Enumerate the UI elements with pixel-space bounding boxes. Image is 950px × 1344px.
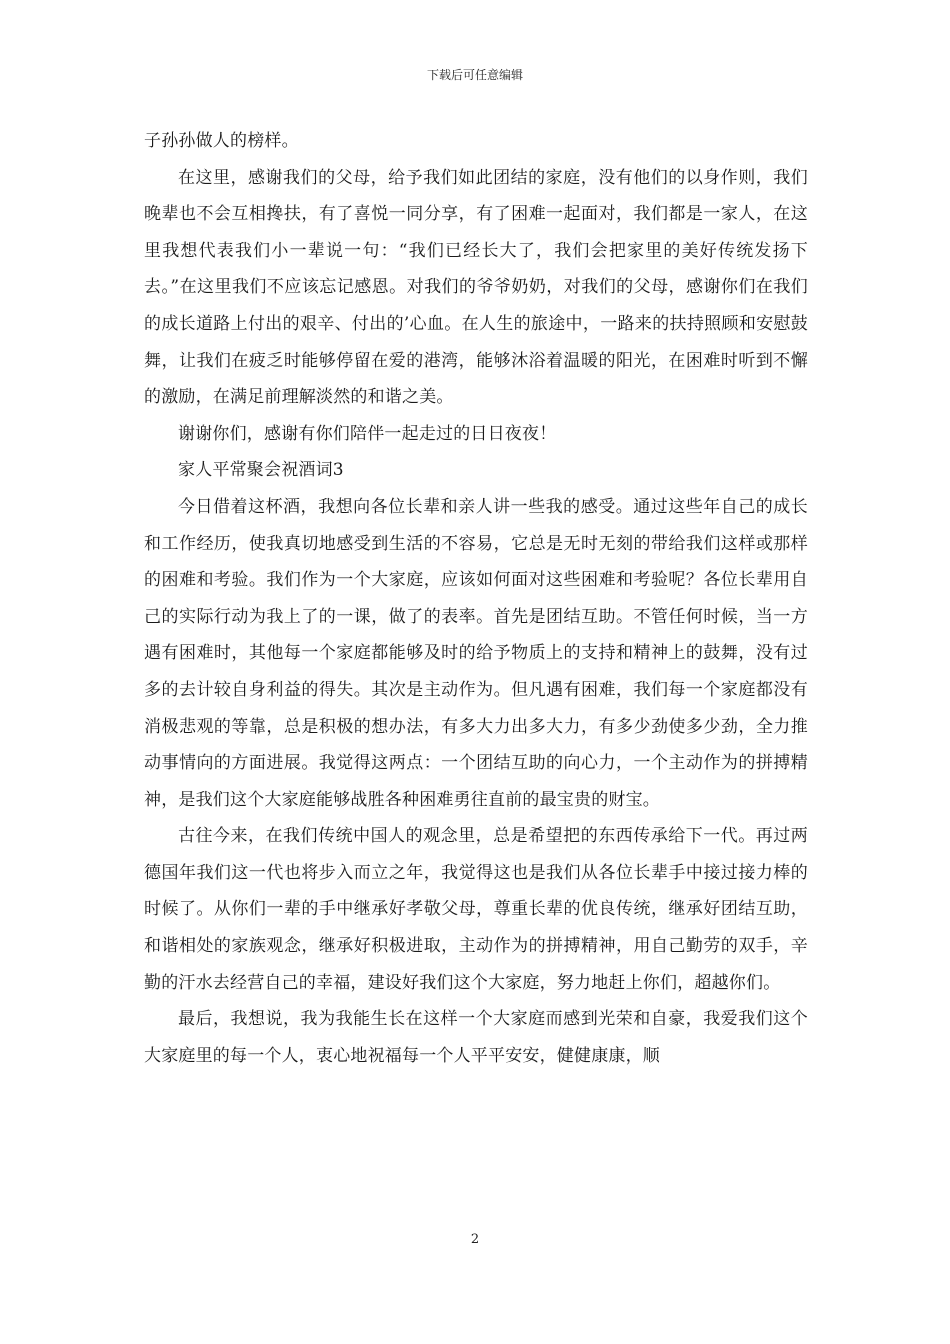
paragraph-1: 子孙孙做人的榜样。	[144, 131, 299, 151]
page-number: 2	[470, 1232, 480, 1247]
paragraph-6: 最后，我想说，我为我能生长在这样一个大家庭而感到光荣和自豪，我爱我们这个大家庭里的每一个人，衷心地祝福每一个人平平安安，健健康康，顺	[144, 1009, 808, 1066]
paragraph-4: 今日借着这杯酒，我想向各位长辈和亲人讲一些我的感受。通过这些年自己的成长和工作经历，使我真切地感受到生活的不容易，它总是无时无刻的带给我们这样或那样的困难和考验。我们作为一个大家庭，应该如何面对这些困难和考验呢？各位长辈用自己的实际行动为我上了的一课，做了的表率。首先是团结互助。不管任何时候，当一方遇有困难时，其他每一个家庭都能够及时的给予物质上的支持和精神上的鼓舞，没有过多的去计较自身利益的得失。其次是主动作为。但凡遇有困难，我们每一个家庭都没有消极悲观的等靠，总是积极的想办法，有多大力出多大力，有多少劲使多少劲，全力推动事情向的方面进展。我觉得这两点：一个团结互助的向心力，一个主动作为的拼搏精神，是我们这个大家庭能够战胜各种困难勇往直前的最宝贵的财宝。	[144, 496, 808, 810]
paragraph-3: 谢谢你们，感谢有你们陪伴一起走过的日日夜夜！	[178, 423, 557, 444]
paragraph-2: 在这里，感谢我们的父母，给予我们如此团结的家庭，没有他们的以身作则，我们晚辈也不会互相搀扶，有了喜悦一同分享，有了困难一起面对，我们都是一家人，在这里我想代表我们小一辈说一句：“我们已经长大了，我们会把家里的美好传统发扬下去。”在这里我们不应该忘记感恩。对我们的爷爷奶奶，对我们的父母，感谢你们在我们的成长道路上付出的艰辛、付出的’心血。在人生的旅途中，一路来的扶持照顾和安慰鼓舞，让我们在疲乏时能够停留在爱的港湾，能够沐浴着温暖的阳光，在困难时听到不懈的激励，在满足前理解淡然的和谐之美。	[144, 167, 808, 408]
paragraph-5: 古往今来，在我们传统中国人的观念里，总是希望把的东西传承给下一代。再过两德国年我们这一代也将步入而立之年，我觉得这也是我们从各位长辈手中接过接力棒的时候了。从你们一辈的手中继承好孝敬父母，尊重长辈的优良传统，继承好团结互助，和谐相处的家族观念，继承好积极进取，主动作为的拼搏精神，用自己勤劳的双手，辛勤的汗水去经营自己的幸福，建设好我们这个大家庭，努力地赶上你们，超越你们。	[144, 826, 808, 993]
page-header: 下载后可任意编辑	[426, 68, 523, 82]
section-heading: 家人平常聚会祝酒词3	[178, 460, 344, 481]
document-body	[144, 123, 808, 1074]
